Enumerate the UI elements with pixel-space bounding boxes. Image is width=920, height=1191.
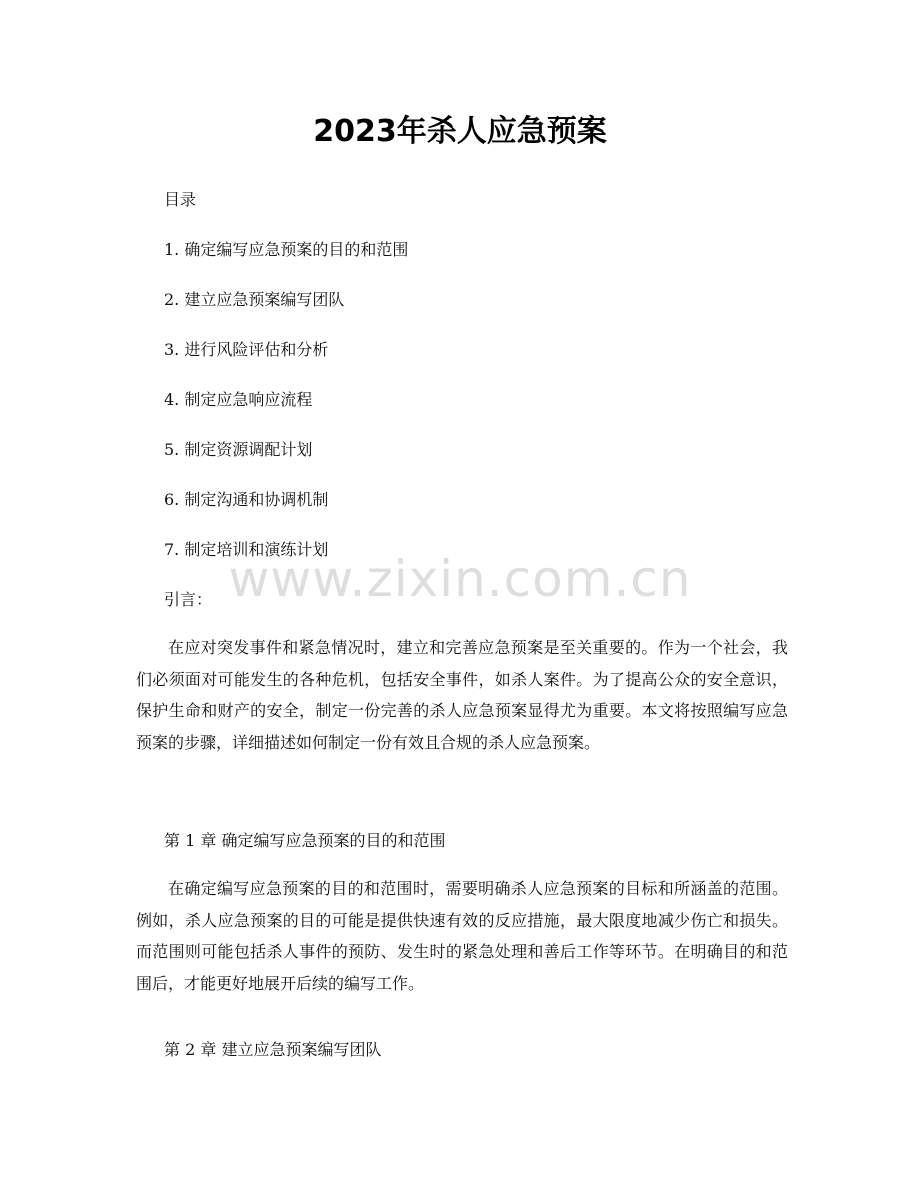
toc-item-4: 4. 制定应急响应流程 <box>164 390 313 409</box>
intro-paragraph: 在应对突发事件和紧急情况时，建立和完善应急预案是至关重要的。作为一个社会，我们必须面对可能发生的各种危机，包括安全事件，如杀人案件。为了提高公众的安全意识，保护生命和财产的安全，制定一份完善的杀人应急预案显得尤为重要。本文将按照编写应急预案的步骤，详细描述如何制定一份有效且合规的杀人应急预案。 <box>136 638 788 752</box>
toc-item-7: 7. 制定培训和演练计划 <box>164 540 329 559</box>
toc-item-5: 5. 制定资源调配计划 <box>164 440 313 459</box>
toc-heading: 目录 <box>164 190 197 209</box>
chapter-1-heading: 第 1 章 确定编写应急预案的目的和范围 <box>164 831 446 850</box>
toc-item-6: 6. 制定沟通和协调机制 <box>164 490 329 509</box>
document-title: 2023年杀人应急预案 <box>313 114 607 149</box>
chapter-2-heading: 第 2 章 建立应急预案编写团队 <box>164 1040 382 1059</box>
watermark: www.zixin.com.cn <box>228 550 692 608</box>
toc-item-1: 1. 确定编写应急预案的目的和范围 <box>164 240 409 259</box>
toc-item-3: 3. 进行风险评估和分析 <box>164 340 329 359</box>
intro-heading: 引言： <box>164 590 213 609</box>
toc-item-2: 2. 建立应急预案编写团队 <box>164 290 345 309</box>
chapter-1-paragraph: 在确定编写应急预案的目的和范围时，需要明确杀人应急预案的目标和所涵盖的范围。例如，杀人应急预案的目的可能是提供快速有效的反应措施，最大限度地减少伤亡和损失。而范围则可能包括杀人事件的预防、发生时的紧急处理和善后工作等环节。在明确目的和范围后，才能更好地展开后续的编写工作。 <box>136 879 788 993</box>
